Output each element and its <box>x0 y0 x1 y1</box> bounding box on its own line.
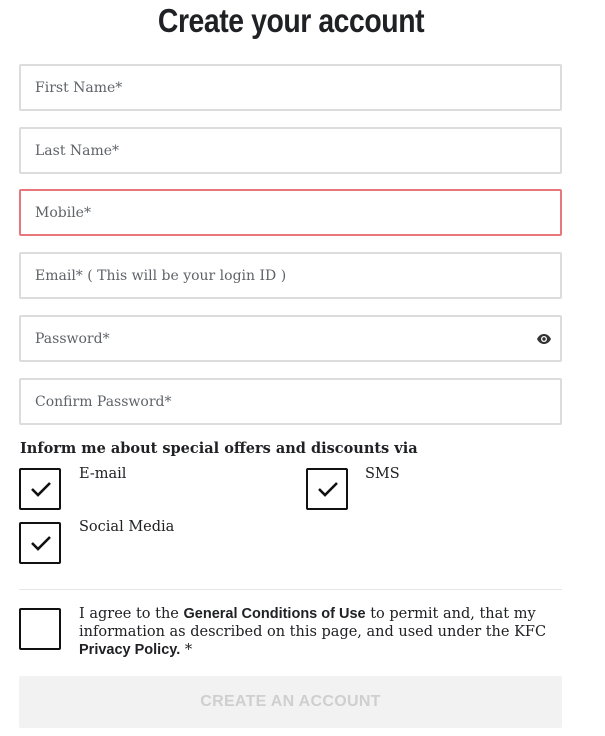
agreement-text-part: I agree to the <box>79 606 184 622</box>
check-icon <box>30 480 52 498</box>
social-media-offers-checkbox[interactable] <box>19 522 61 564</box>
last-name-input[interactable] <box>21 129 560 172</box>
first-name-input[interactable] <box>21 66 560 109</box>
check-icon <box>317 480 339 498</box>
first-name-field[interactable] <box>19 64 562 111</box>
confirm-password-field[interactable] <box>19 378 562 425</box>
check-icon <box>30 534 52 552</box>
email-offers-checkbox[interactable] <box>19 468 61 510</box>
preferences-label: Inform me about special offers and discounts via <box>20 440 418 457</box>
confirm-password-input[interactable] <box>21 380 560 423</box>
password-input[interactable] <box>21 317 560 360</box>
email-input[interactable] <box>21 254 560 297</box>
agreement-text-part: to permit and, that my information as described on this page, and used under the KFC <box>79 606 547 640</box>
page-title: Create your account <box>157 2 425 39</box>
social-media-offers-label: Social Media <box>79 519 175 535</box>
general-conditions-link[interactable]: General Conditions of Use <box>183 606 366 622</box>
agree-terms-checkbox[interactable] <box>19 608 61 650</box>
password-field[interactable] <box>19 315 562 362</box>
eye-icon[interactable] <box>536 331 552 347</box>
sms-offers-label: SMS <box>365 466 400 482</box>
create-account-button[interactable]: CREATE AN ACCOUNT <box>19 676 562 728</box>
divider <box>19 589 562 590</box>
required-asterisk: * <box>180 642 193 658</box>
privacy-policy-link[interactable]: Privacy Policy. <box>79 642 181 658</box>
mobile-input[interactable] <box>21 191 560 234</box>
agreement-text <box>79 605 549 659</box>
last-name-field[interactable] <box>19 127 562 174</box>
sms-offers-checkbox[interactable] <box>306 468 348 510</box>
email-offers-label: E-mail <box>79 466 127 482</box>
email-field[interactable] <box>19 252 562 299</box>
mobile-field[interactable] <box>19 189 562 236</box>
